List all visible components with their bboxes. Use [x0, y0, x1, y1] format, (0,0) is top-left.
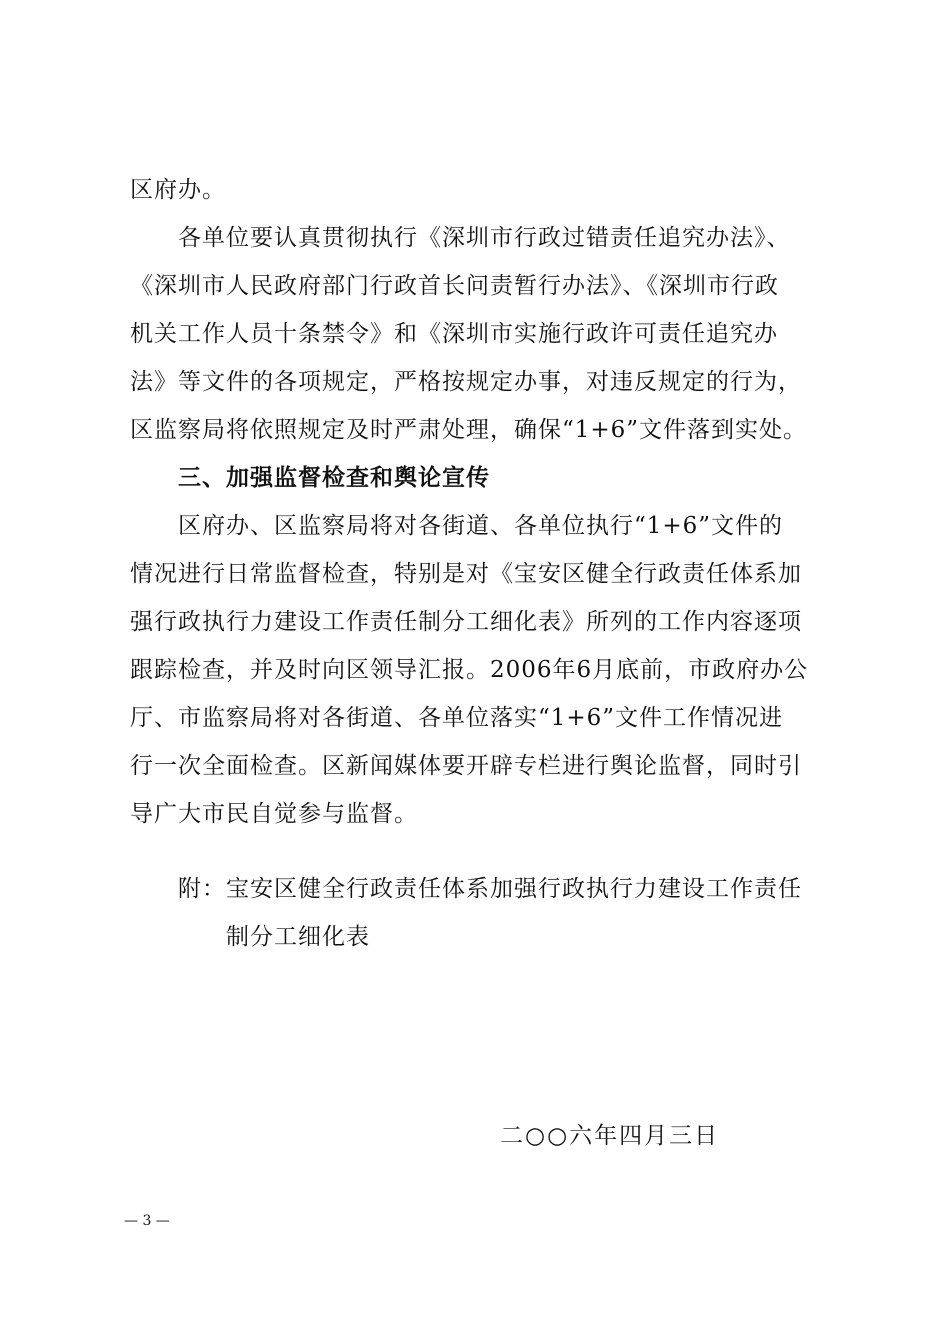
section-heading: 三、加强监督检查和舆论宣传	[178, 465, 490, 491]
attachment-line: 制分工细化表	[226, 924, 370, 950]
paragraph-line: 法》等文件的各项规定，严格按规定办事，对违反规定的行为，	[130, 369, 802, 395]
paragraph-line: 厅、市监察局将对各街道、各单位落实“1+6”文件工作情况进	[130, 705, 784, 731]
paragraph-line: 跟踪检查，并及时向区领导汇报。2006年6月底前，市政府办公	[130, 657, 809, 683]
paragraph-line: 《深圳市人民政府部门行政首长问责暂行办法》、《深圳市行政	[130, 273, 779, 299]
paragraph-line: 各单位要认真贯彻执行《深圳市行政过错责任追究办法》、	[178, 225, 791, 251]
attachment-line: 附：宝安区健全行政责任体系加强行政执行力建设工作责任	[178, 876, 802, 902]
paragraph-line: 导广大市民自觉参与监督。	[130, 801, 418, 827]
paragraph-line: 区府办、区监察局将对各街道、各单位执行“1+6”文件的	[178, 513, 784, 539]
document-date: 二○○六年四月三日	[500, 1123, 720, 1149]
paragraph-line: 强行政执行力建设工作责任制分工细化表》所列的工作内容逐项	[130, 609, 802, 635]
page-number: — 3 —	[124, 1213, 170, 1229]
paragraph-line: 行一次全面检查。区新闻媒体要开辟专栏进行舆论监督，同时引	[130, 753, 802, 779]
paragraph-line: 区监察局将依照规定及时严肃处理，确保“1+6”文件落到实处。	[130, 417, 808, 443]
paragraph-line: 情况进行日常监督检查，特别是对《宝安区健全行政责任体系加	[130, 561, 802, 587]
paragraph-line: 机关工作人员十条禁令》和《深圳市实施行政许可责任追究办	[130, 321, 778, 347]
paragraph-line: 区府办。	[130, 177, 226, 203]
